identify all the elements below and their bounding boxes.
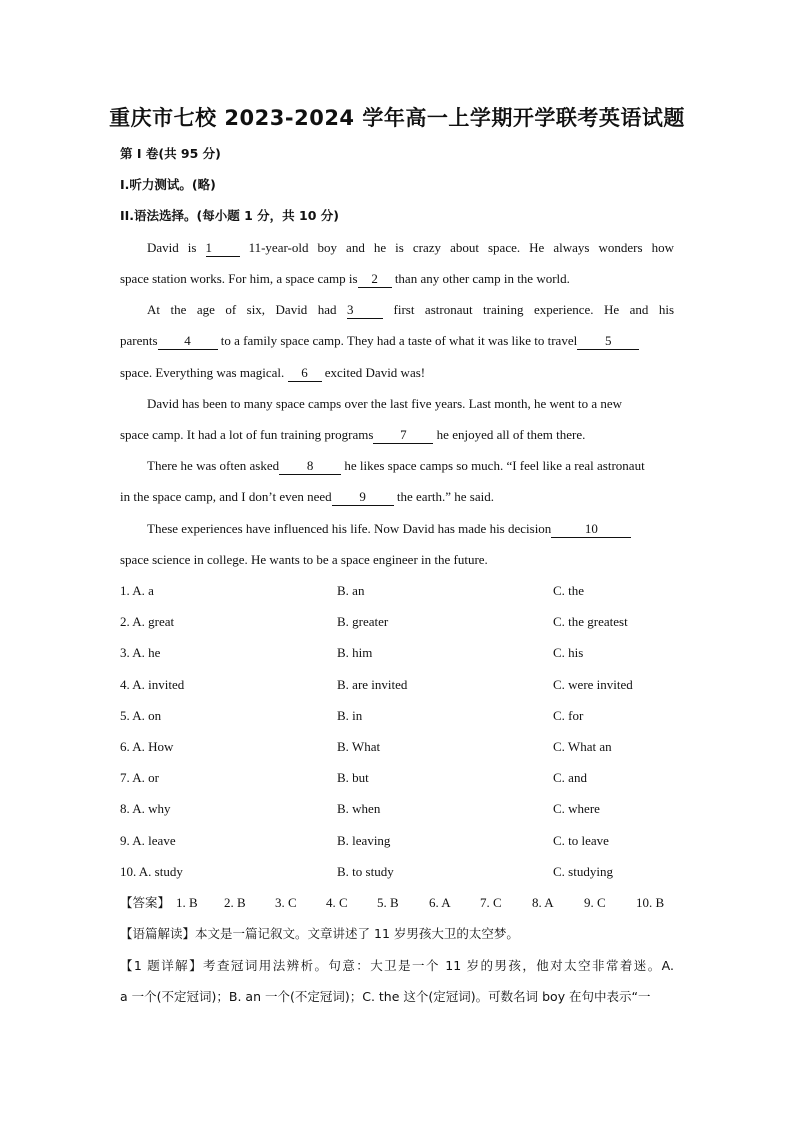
option-a: 6. A. How <box>120 739 174 754</box>
blank-1: 1 <box>206 240 240 257</box>
option-c: C. were invited <box>553 677 633 692</box>
passage-line <box>120 238 674 258</box>
analysis-label: 【语篇解读】 <box>120 926 196 941</box>
passage-line: David has been to many space camps over the last five years. Last month, he went to a new <box>147 396 623 411</box>
passage-line <box>120 487 674 507</box>
option-b: B. are invited <box>337 677 408 692</box>
option-a: 7. A. or <box>120 770 159 785</box>
option-c: C. What an <box>553 739 612 754</box>
passage-text: than any other camp in the world. <box>394 271 570 286</box>
passage-text: the earth.” he said. <box>396 489 494 504</box>
option-a: 3. A. he <box>120 645 161 660</box>
passage-text: first astronaut training experience. He and his <box>393 302 675 317</box>
page-title: 重庆市七校 2023-2024 学年高一上学期开学联考英语试题 <box>109 106 685 130</box>
answer-key <box>120 893 680 913</box>
option-c: C. for <box>553 708 584 723</box>
blank-2: 2 <box>358 271 392 288</box>
blank-8: 8 <box>279 458 341 475</box>
option-b: B. when <box>337 801 381 816</box>
option-a: 5. A. on <box>120 708 162 723</box>
passage-line <box>120 425 674 445</box>
answer-item: 3. C <box>275 895 297 910</box>
detail-label: 【1 题详解】 <box>120 958 204 973</box>
option-c: C. where <box>553 801 600 816</box>
detail-text: 考查冠词用法辨析。句意：大卫是一个 11 岁的男孩，他对太空非常着迷。A. <box>203 958 674 973</box>
passage-text: he likes space camps so much. “I feel like a real astronaut <box>344 458 645 473</box>
option-a: 10. A. study <box>120 864 183 879</box>
passage-line <box>120 269 674 289</box>
discourse-analysis <box>120 924 674 944</box>
detail-1-line: a 一个(不定冠词)；B. an 一个(不定冠词)；C. the 这个(定冠词)。可数名词 boy 在句中表示“一 <box>120 989 651 1004</box>
option-a: 9. A. leave <box>120 833 176 848</box>
blank-7: 7 <box>373 427 433 444</box>
option-c: C. the <box>553 583 585 598</box>
option-a: 8. A. why <box>120 801 171 816</box>
option-c: C. studying <box>553 864 613 879</box>
answer-item: 4. C <box>326 895 348 910</box>
passage-text: At the age of six, David had <box>147 302 337 317</box>
option-b: B. him <box>337 645 373 660</box>
blank-9: 9 <box>332 489 394 506</box>
option-c: C. the greatest <box>553 614 628 629</box>
option-c: C. to leave <box>553 833 609 848</box>
passage-text: parents <box>120 333 158 348</box>
answer-item: 10. B <box>636 895 665 910</box>
option-b: B. in <box>337 708 363 723</box>
answer-item: 8. A <box>532 895 554 910</box>
blank-4: 4 <box>158 333 218 350</box>
option-b: B. an <box>337 583 365 598</box>
passage-text: These experiences have influenced his life. Now David has made his decision <box>147 521 552 536</box>
answer-item: 6. A <box>429 895 451 910</box>
option-b: B. to study <box>337 864 394 879</box>
passage-text: 11-year-old boy and he is crazy about space. He always wonders how <box>248 240 674 255</box>
blank-3: 3 <box>347 302 383 319</box>
option-b: B. What <box>337 739 381 754</box>
answer-item: 1. B <box>176 895 198 910</box>
option-b: B. greater <box>337 614 389 629</box>
passage-line <box>120 519 674 539</box>
blank-5: 5 <box>577 333 639 350</box>
passage-text: space station works. For him, a space camp is <box>120 271 358 286</box>
passage-text: in the space camp, and I don’t even need <box>120 489 332 504</box>
listening-heading: I.听力测试。(略) <box>120 177 216 192</box>
passage-line <box>120 456 674 476</box>
answer-item: 9. C <box>584 895 606 910</box>
blank-6: 6 <box>288 365 322 382</box>
passage-text: David is <box>147 240 197 255</box>
passage-line <box>120 300 674 320</box>
passage-text: space. Everything was magical. <box>120 365 285 380</box>
answer-label: 【答案】 <box>120 895 171 910</box>
passage-line: space science in college. He wants to be a space engineer in the future. <box>120 552 488 567</box>
answer-item: 5. B <box>377 895 399 910</box>
option-c: C. and <box>553 770 587 785</box>
passage-line <box>120 363 674 383</box>
passage-text: he enjoyed all of them there. <box>436 427 586 442</box>
volume-heading: 第 I 卷(共 95 分) <box>120 146 221 161</box>
analysis-text: 本文是一篇记叙文。文章讲述了 11 岁男孩大卫的太空梦。 <box>195 926 519 941</box>
option-a: 1. A. a <box>120 583 154 598</box>
option-a: 4. A. invited <box>120 677 185 692</box>
passage-text: excited David was! <box>324 365 426 380</box>
option-a: 2. A. great <box>120 614 175 629</box>
option-c: C. his <box>553 645 584 660</box>
passage-text: There he was often asked <box>147 458 280 473</box>
answer-item: 7. C <box>480 895 502 910</box>
passage-text: space camp. It had a lot of fun training programs <box>120 427 374 442</box>
option-b: B. but <box>337 770 369 785</box>
detail-1-line <box>120 956 674 976</box>
answer-item: 2. B <box>224 895 246 910</box>
blank-10: 10 <box>551 521 631 538</box>
passage-text: to a family space camp. They had a taste of what it was like to travel <box>220 333 578 348</box>
grammar-heading: II.语法选择。(每小题 1 分，共 10 分) <box>120 208 339 223</box>
option-b: B. leaving <box>337 833 391 848</box>
passage-line <box>120 331 674 351</box>
